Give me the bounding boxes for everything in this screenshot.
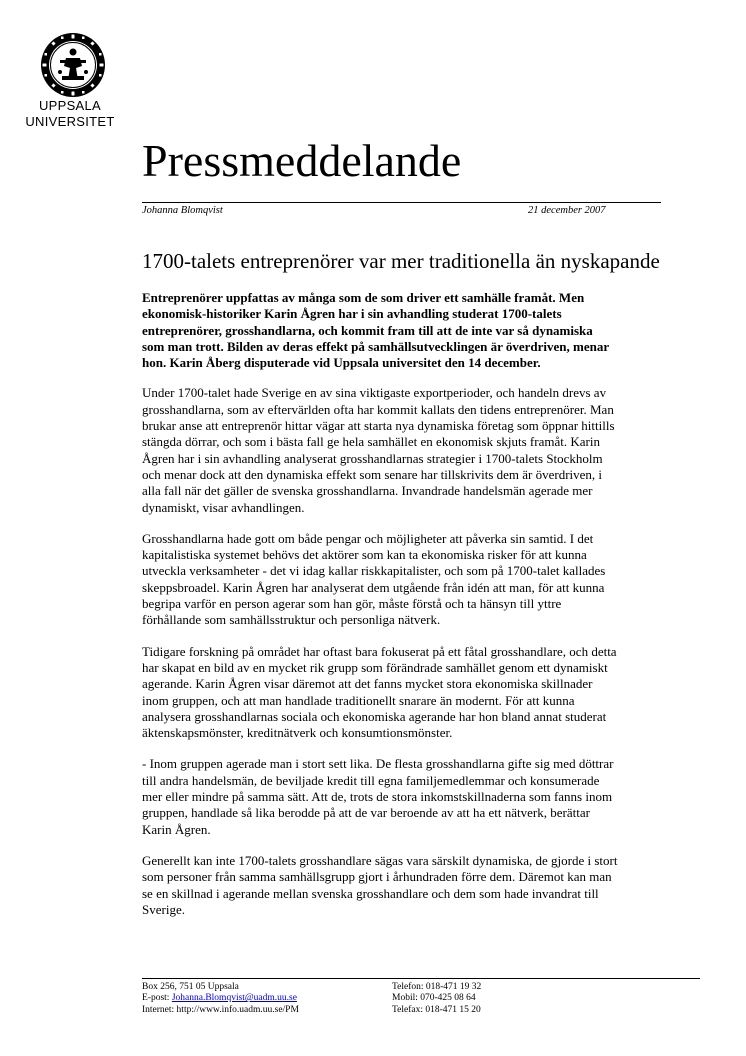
footer-contact-left bbox=[142, 982, 299, 1016]
body-paragraph-2 bbox=[142, 531, 700, 629]
lead-paragraph bbox=[142, 290, 700, 371]
footer-email-line bbox=[142, 993, 299, 1004]
lead-line: Entreprenörer uppfattas av många som de som driver ett samhälle framåt. Men bbox=[142, 290, 585, 305]
university-name-line2: UNIVERSITET bbox=[25, 114, 115, 129]
body-line: brukar anse att entreprenör hittar vägar att starta nya dynamiska företag som öppnar hittills bbox=[142, 418, 615, 434]
lead-line: ekonomisk-historiker Karin Ågren har i sin avhandling studerat 1700-talets bbox=[142, 306, 562, 322]
article-body bbox=[142, 290, 700, 933]
body-line: mer eller mindre på samma sätt. Att de, trots de stora inkomstskillnaderna som fanns inom bbox=[142, 789, 613, 805]
university-name bbox=[0, 98, 140, 130]
body-line: se en skillnad i agerande mellan svenska grosshandlare och dem som hade invandrat till bbox=[142, 885, 599, 901]
release-date: 21 december 2007 bbox=[528, 205, 606, 216]
body-line: agerande. Karin Ågren visar däremot att det fanns mycket stora ekonomiska skillnader bbox=[142, 676, 593, 692]
body-line: och menar dock att den dynamiska effekt som senare har tillskrivits dem är överdriven, i bbox=[142, 466, 603, 482]
footer-mobile: Mobil: 070-425 08 64 bbox=[392, 993, 476, 1004]
body-line: Ågren har i sin avhandling analyserat grosshandlarnas strategier i 1700-talets Stockholm bbox=[142, 450, 603, 466]
body-line: - Inom gruppen agerade man i stort sett lika. De flesta grosshandlarna gifte sig med döttrar bbox=[142, 756, 614, 772]
body-line: förhållande som samhällsstruktur och personliga nätverk. bbox=[142, 612, 441, 628]
body-line: dynamiskt, visar avhandlingen. bbox=[142, 499, 305, 515]
body-line: Karin Ågren. bbox=[142, 821, 211, 837]
body-line: grosshandlarna, som av eftervärlden ofta har kommit kallats den tidens entreprenörer. Man bbox=[142, 401, 614, 417]
footer-email-link[interactable]: Johanna.Blomqvist@uadm.uu.se bbox=[171, 993, 297, 1004]
author-name: Johanna Blomqvist bbox=[142, 205, 223, 216]
footer-internet: Internet: http://www.info.uadm.uu.se/PM bbox=[142, 1004, 299, 1015]
lead-line: entreprenörer, grosshandlarna, och kommit fram till att de inte var så dynamiska bbox=[142, 322, 593, 338]
body-line: inom gruppen, och att man handlade traditionellt snarare än modernt. För att kunna bbox=[142, 692, 575, 708]
body-line: gruppen, handlade så lika berodde på att de var beroende av att ha ett nätverk, berättar bbox=[142, 805, 590, 821]
body-line: Tidigare forskning på området har oftast bara fokuserat på ett fåtal grosshandlare, och detta bbox=[142, 643, 617, 659]
footer-phone: Telefon: 018-471 19 32 bbox=[392, 982, 482, 992]
header-divider bbox=[142, 202, 661, 203]
lead-line: hon. Karin Åberg disputerade vid Uppsala universitet den 14 december. bbox=[142, 355, 541, 371]
body-line: som personer från samma samhällsgrupp gjort i århundraden förre dem. Däremot kan man bbox=[142, 869, 612, 885]
body-paragraph-3 bbox=[142, 644, 700, 742]
body-line: alla fall när det gäller de svenska grosshandlarna. Invandrade handelsmän agerade mer bbox=[142, 483, 593, 499]
footer-divider bbox=[142, 978, 700, 979]
document-type-title: Pressmeddelande bbox=[142, 135, 462, 186]
footer-fax: Telefax: 018-471 15 20 bbox=[392, 1004, 481, 1015]
body-line: utveckla verksamheter - det vi idag kallar riskkapitalister, och som på 1700-talet kallades bbox=[142, 563, 606, 579]
footer-email-label: E-post: bbox=[142, 993, 172, 1004]
body-line: Generellt kan inte 1700-talets grosshandlare sägas vara särskilt dynamiska, de gjorde i stort bbox=[142, 852, 618, 868]
footer-contact-right bbox=[392, 982, 481, 1016]
body-line: skeppsbroadel. Karin Ågren har analyserat dem utgående från idén att man, för att kunna bbox=[142, 579, 605, 595]
uppsala-university-seal-logo bbox=[40, 32, 106, 98]
body-paragraph-5 bbox=[142, 853, 700, 918]
body-line: kapitalistiska systemet behövs det aktörer som kan ta ekonomiska risker för att kunna bbox=[142, 547, 587, 563]
body-line: Under 1700-talet hade Sverige en av sina viktigaste exportperioder, och handeln drevs av bbox=[142, 385, 607, 401]
body-line: analysera grosshandlarnas sociala och ekonomiska agerande har hon bland annat studerat bbox=[142, 708, 607, 724]
footer-address: Box 256, 751 05 Uppsala bbox=[142, 982, 239, 992]
body-line: har skapat en bild av en mycket rik grupp som förändrade samhället genom ett dynamiskt bbox=[142, 659, 608, 675]
body-paragraph-4 bbox=[142, 756, 700, 837]
lead-line: som man trott. Bilden av deras effekt på samhällsutvecklingen är överdriven, menar bbox=[142, 338, 610, 354]
body-line: Grosshandlarna hade gott om både pengar och möjligheter att påverka sin samtid. I det bbox=[142, 530, 594, 546]
university-name-line1: UPPSALA bbox=[38, 98, 102, 113]
body-line: stängda dörrar, och som i bästa fall ge hela samhället en ekonomisk skjuts framåt. Karin bbox=[142, 434, 600, 450]
body-line: Sverige. bbox=[142, 901, 185, 917]
body-line: äktenskapsmönster, kreditnätverk och konsumtionsmönster. bbox=[142, 725, 453, 741]
body-line: begripa varför en person agerar som han gör, måste förstå och ta hänsyn till yttre bbox=[142, 596, 562, 612]
article-headline: 1700-talets entreprenörer var mer traditionella än nyskapande bbox=[142, 249, 660, 273]
body-paragraph-1 bbox=[142, 385, 700, 515]
body-line: till andra handelsmän, de beviljade kredit till egna familjemedlemmar och konsumerade bbox=[142, 772, 600, 788]
